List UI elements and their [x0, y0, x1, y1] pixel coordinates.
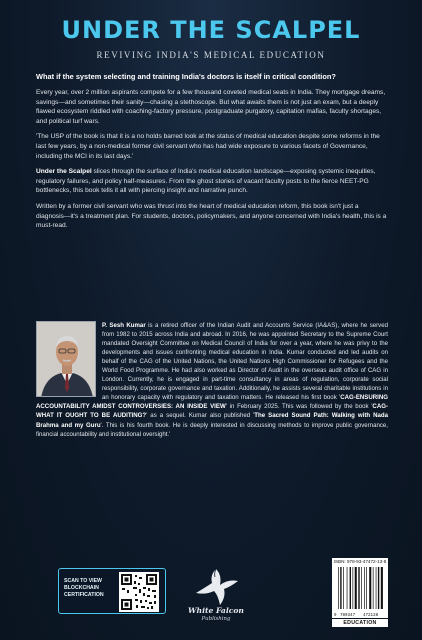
blurb-paragraph-3-text: slices through the surface of India's medical education landscape—exposing systemic inequities, regulatory failures, and policy half-measures. From the ghost stories of vacant faculty posts to the fierce NEET-PG bottlenecks, this book tells it all with piercing insight and narrative punch. — [36, 168, 376, 195]
book-title: UNDER THE SCALPEL — [61, 16, 361, 44]
barcode-digit-lead: 9 — [334, 614, 337, 618]
barcode-digits-right: 472138 — [363, 614, 379, 618]
bio-text-1: is a retired officer of the Indian Audit and Accounts Service (IA&AS), where he served from 1982 to 2015 across India and abroad. In 2016, he was appointed Secretary to the Supreme Court mandated Oversight Committee on Medical Council of India for over a year, where he was privy to the developments and issues confronting medical education in India. Kumar conducted and led audits on behalf of the CAG of the United Nations, the United Nations High Commissioner for Refugees and the World Food Programme. He had also worked as Director of Audit in the overseas audit office of CAG in London. Currently, he is engaged in part-time consultancy in areas of regulation, corporate social responsibility, corporate governance and taxation. Additionally, he assists several charitable institutions in an honorary capacity with regulatory and taxation matters. He released his first book ' — [102, 322, 388, 402]
barcode-icon — [332, 565, 388, 619]
book-subtitle: REVIVING INDIA'S MEDICAL EDUCATION — [96, 50, 326, 60]
bio-book-3: The Sacred Sound Path: Walking with Nada Brahma and my Guru — [36, 412, 388, 429]
isbn-barcode — [332, 558, 388, 618]
author-name: P. Sesh Kumar — [102, 322, 146, 329]
blurb-paragraph-2: 'The USP of the book is that it is a no holds barred look at the status of medical education despite some reforms in the last few years, by a non-medical former civil servant who has had wide exposure to various facets of Governance, including the MCI in its last days.' — [36, 133, 380, 160]
bio-book-2: CAG-WHAT IT OUGHT TO BE AUDITING? — [36, 403, 388, 420]
blurb-paragraph-4: Written by a former civil servant who was thrust into the heart of medical education reform, this book isn't just a diagnosis—it's a treatment plan. For students, doctors, policymakers, and anyone concerned with India's health, this is a must-read. — [36, 202, 387, 230]
qr-code[interactable] — [119, 572, 159, 612]
blurb-paragraph-1: Every year, over 2 million aspirants compete for a few thousand coveted medical seats in India. They mortgage dreams, savings—and sometimes their sanity—chasing a stethoscope. But what awaits them is not just an exam, but a deeply flawed ecosystem riddled with coaching-factory pressure, postgraduate purgatory, capitation mafias, faculty shortages, and political turf wars. — [36, 89, 386, 125]
qr-label: SCAN TO VIEW BLOCKCHAIN CERTIFICATION — [64, 578, 104, 598]
bio-text-2: ' in February 2025. This was followed by the book ' — [225, 403, 373, 411]
blockchain-qr-panel — [58, 568, 166, 614]
blurb-paragraph-3 — [36, 167, 388, 196]
publisher-name: White Falcon — [188, 606, 244, 615]
qr-code-icon — [119, 572, 159, 612]
isbn-text: ISBN: 978-93-47472-13-8 — [333, 559, 387, 564]
blurb-lead: What if the system selecting and training India's doctors is itself in critical condition? — [36, 72, 336, 81]
falcon-icon — [186, 565, 246, 609]
bio-book-1: CAG-ENSURING ACCOUNTABILITY AMIDST CONTROVERSIES: AN INSIDE VIEW — [36, 394, 388, 411]
publisher-sub: Publishing — [201, 616, 231, 622]
author-portrait-icon — [37, 322, 96, 397]
blurb — [36, 72, 388, 237]
barcode-digits-left: 789347 — [340, 614, 356, 618]
blurb-book-name: Under the Scalpel — [36, 168, 92, 176]
category-label: EDUCATION — [332, 619, 388, 627]
bio-text-4: '. This is his fourth book. He is deeply interested in discussing methods to improve public governance, financial accountability and institutional oversight.' — [36, 421, 389, 438]
author-photo — [36, 321, 96, 397]
bio-text-3: ' as a sequel. Kumar also published ' — [146, 412, 255, 420]
